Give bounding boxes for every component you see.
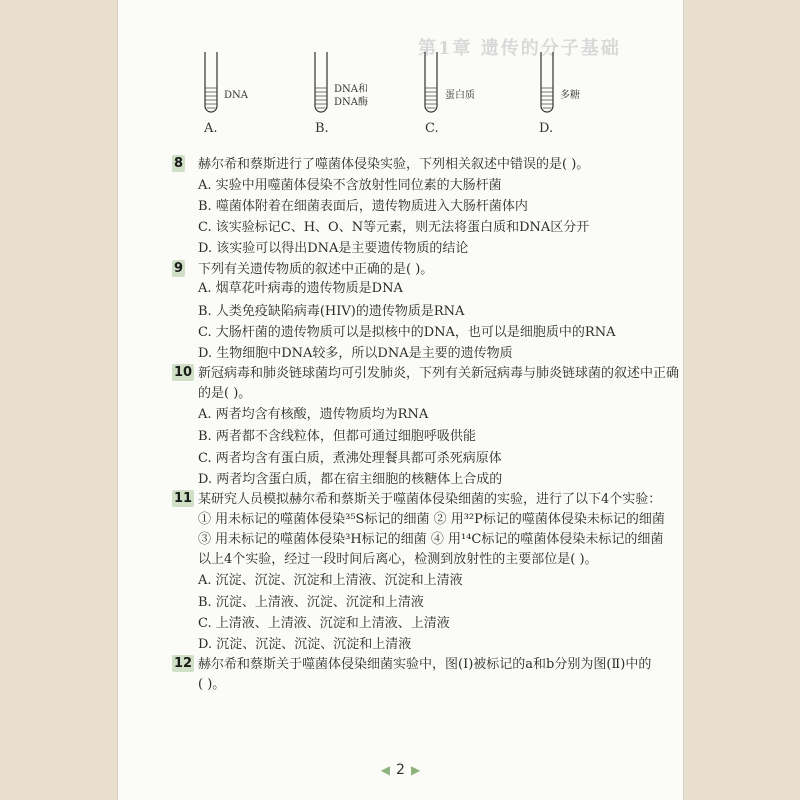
question-stem-line: 的是( )。 (198, 386, 252, 401)
question-number-badge: 10 (174, 365, 193, 380)
option-b: B. 沉淀、上清液、沉淀、沉淀和上清液 (198, 595, 424, 610)
test-tube-icon (204, 52, 218, 114)
option-b: B. 噬菌体附着在细菌表面后，遗传物质进入大肠杆菌体内 (198, 199, 528, 214)
left-arrow-icon: ◀ (380, 763, 391, 777)
tube-a-label: DNA (224, 90, 248, 101)
question-stem-line: 赫尔希和蔡斯关于噬菌体侵染细菌实验中，图(Ⅰ)被标记的a和b分别为图(Ⅱ)中的 (198, 657, 652, 672)
option-c: C. 两者均含有蛋白质，煮沸处理餐具都可杀死病原体 (198, 451, 502, 466)
tube-d-letter: D. (539, 121, 554, 136)
question-stem-line: ( )。 (198, 677, 226, 692)
question-stem-line: 新冠病毒和肺炎链球菌均可引发肺炎，下列有关新冠病毒与肺炎链球菌的叙述中正确 (198, 366, 680, 381)
tube-a-letter: A. (204, 121, 218, 136)
option-a: A. 实验中用噬菌体侵染不含放射性同位素的大肠杆菌 (198, 178, 502, 193)
question-stem-line: 以上4个实验，经过一段时间后离心，检测到放射性的主要部位是( )。 (198, 552, 598, 567)
test-tube-figure (118, 0, 683, 150)
tube-c-letter: C. (425, 121, 439, 136)
page-footer (118, 762, 683, 778)
question-stem (198, 364, 679, 404)
textbook-page (118, 0, 683, 800)
question-number-badge: 8 (174, 156, 184, 171)
question-number-badge: 12 (174, 656, 193, 671)
tube-b-label-2: DNA酶 (334, 97, 368, 108)
option-a: A. 烟草花叶病毒的遗传物质是DNA (198, 281, 403, 296)
question-stem: 下列有关遗传物质的叙述中正确的是( )。 (198, 262, 434, 277)
option-b: B. 人类免疫缺陷病毒(HIV)的遗传物质是RNA (198, 304, 465, 319)
tube-d-label: 多糖 (560, 90, 580, 101)
question-stem: 赫尔希和蔡斯进行了噬菌体侵染实验，下列相关叙述中错误的是( )。 (198, 157, 590, 172)
option-d: D. 两者均含蛋白质，都在宿主细胞的核糖体上合成的 (198, 472, 503, 487)
option-b: B. 两者都不含线粒体，但都可通过细胞呼吸供能 (198, 429, 476, 444)
question-number-badge: 9 (174, 261, 184, 276)
option-d: D. 沉淀、沉淀、沉淀、沉淀和上清液 (198, 637, 412, 652)
page-number: 2 (396, 762, 405, 778)
question-stem-line: 某研究人员模拟赫尔希和蔡斯关于噬菌体侵染细菌的实验，进行了以下4个实验： (198, 492, 662, 507)
test-tube-icon (540, 52, 554, 114)
tube-c-label: 蛋白质 (445, 90, 475, 101)
question-stem (198, 655, 651, 695)
experiment-3-4-line: ③ 用未标记的噬菌体侵染³H标记的细菌 ④ 用¹⁴C标记的噬菌体侵染未标记的细菌 (198, 532, 664, 547)
right-arrow-icon: ▶ (410, 763, 421, 777)
question-number-badge: 11 (174, 491, 193, 506)
test-tube-icon (314, 52, 328, 114)
test-tube-icon (424, 52, 438, 114)
option-d: D. 该实验可以得出DNA是主要遗传物质的结论 (198, 241, 469, 256)
chapter-header: 第1章 遗传的分子基础 (418, 38, 621, 59)
question-stem (198, 490, 665, 570)
experiment-1-2-line: ① 用未标记的噬菌体侵染³⁵S标记的细菌 ② 用³²P标记的噬菌体侵染未标记的细菌 (198, 512, 665, 527)
option-a: A. 沉淀、沉淀、沉淀和上清液、沉淀和上清液 (198, 573, 463, 588)
option-c: C. 该实验标记C、H、O、N等元素，则无法将蛋白质和DNA区分开 (198, 220, 590, 235)
option-a: A. 两者均含有核酸，遗传物质均为RNA (198, 407, 429, 422)
option-d: D. 生物细胞中DNA较多，所以DNA是主要的遗传物质 (198, 346, 513, 361)
option-c: C. 大肠杆菌的遗传物质可以是拟核中的DNA，也可以是细胞质中的RNA (198, 325, 616, 340)
tube-b-label: DNA和 (334, 84, 368, 95)
tube-b-letter: B. (315, 121, 329, 136)
option-c: C. 上清液、上清液、沉淀和上清液、上清液 (198, 616, 450, 631)
